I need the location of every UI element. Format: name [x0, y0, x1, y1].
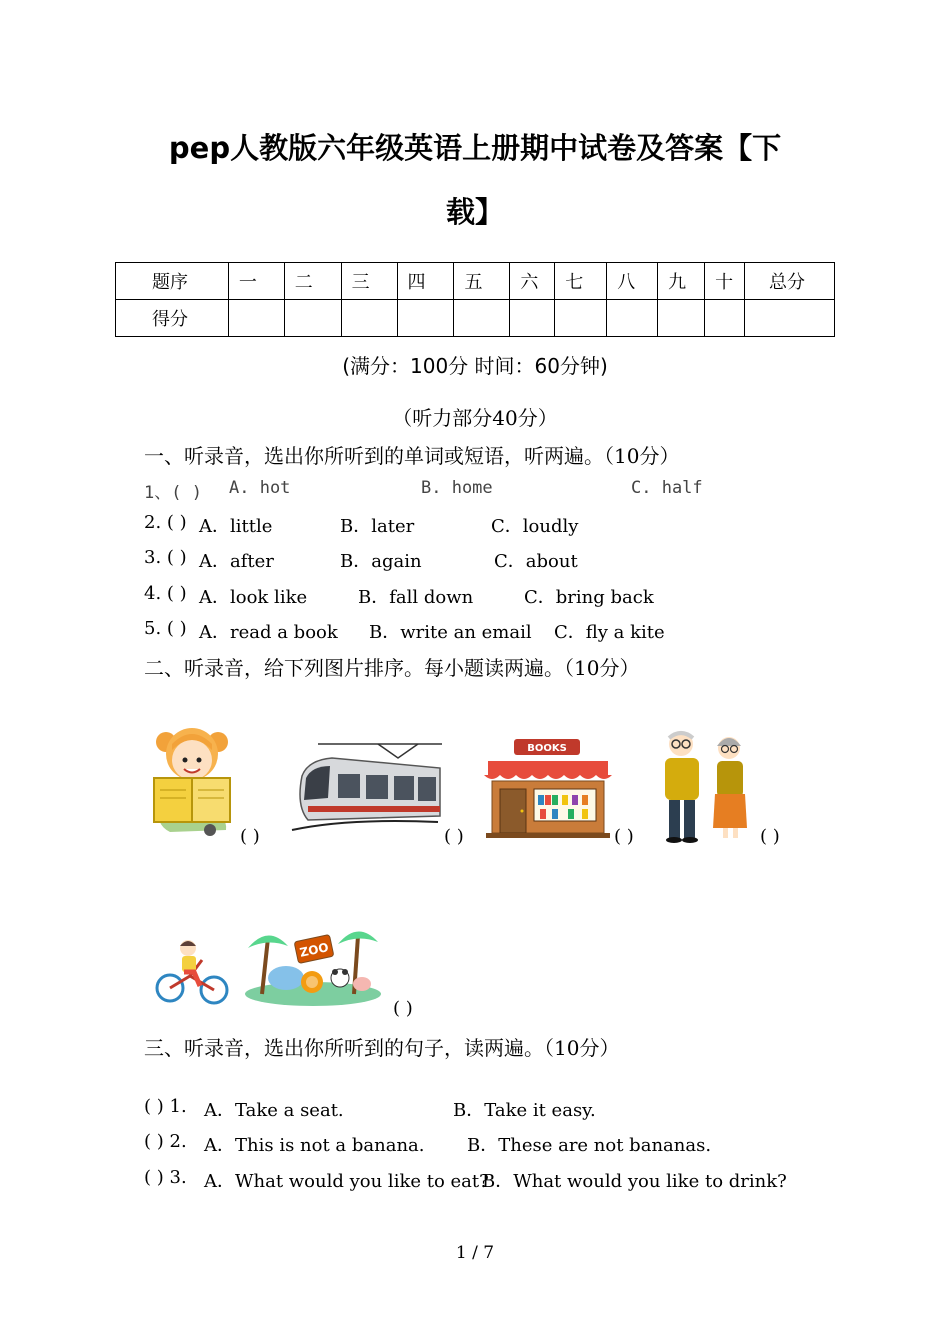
score-cell[interactable]	[454, 300, 510, 337]
zoo-picture	[242, 918, 384, 1008]
option-c[interactable]: C．bring back	[524, 587, 654, 608]
question-number: ( ) 1.	[144, 1096, 187, 1117]
section1-heading: 一、听录音，选出你所听到的单词或短语，听两遍。（10分）	[144, 444, 680, 468]
score-cell[interactable]	[555, 300, 607, 337]
listening-part-label: （听力部分40分）	[392, 406, 558, 430]
option-b[interactable]: B．write an email	[369, 622, 532, 643]
question-number: 2. ( )	[144, 512, 187, 533]
option-a[interactable]: A．What would you like to eat?	[204, 1171, 489, 1192]
option-b[interactable]: B．What would you like to drink?	[482, 1171, 787, 1192]
answer-blank[interactable]: ( )	[393, 998, 413, 1019]
option-c[interactable]: C. half	[631, 478, 703, 498]
score-table	[115, 262, 835, 337]
zoo-sign-text: ZOO	[298, 940, 330, 960]
question-number: 4. ( )	[144, 583, 187, 604]
score-header-cell: 总分	[745, 263, 835, 300]
option-b[interactable]: B．Take it easy.	[453, 1100, 596, 1121]
score-cell[interactable]	[745, 300, 835, 337]
option-b[interactable]: B．again	[340, 551, 422, 572]
answer-blank[interactable]: ( )	[240, 826, 260, 847]
score-cell[interactable]	[397, 300, 454, 337]
score-header-cell: 四	[397, 263, 454, 300]
score-cell[interactable]	[607, 300, 658, 337]
score-header-cell: 八	[607, 263, 658, 300]
score-cell[interactable]	[228, 300, 284, 337]
option-c[interactable]: C．about	[494, 551, 578, 572]
question-number: ( ) 2.	[144, 1131, 187, 1152]
option-a[interactable]: A．look like	[199, 587, 308, 608]
option-c[interactable]: C．fly a kite	[554, 622, 665, 643]
option-b[interactable]: B. home	[421, 478, 493, 498]
score-header-cell: 题序	[116, 263, 229, 300]
option-c[interactable]: C．loudly	[491, 516, 579, 537]
books-sign-text: BOOKS	[527, 743, 567, 754]
score-cell[interactable]	[341, 300, 397, 337]
score-row-label: 得分	[116, 300, 229, 337]
option-b[interactable]: B．fall down	[358, 587, 474, 608]
option-a[interactable]: A．read a book	[199, 622, 338, 643]
score-cell[interactable]	[658, 300, 705, 337]
option-a[interactable]: A．little	[199, 516, 273, 537]
option-b[interactable]: B．These are not bananas.	[467, 1135, 712, 1156]
score-header-cell: 十	[705, 263, 745, 300]
section3-heading: 三、听录音，选出你所听到的句子，读两遍。（10分）	[144, 1036, 620, 1060]
score-table-header-row	[116, 263, 835, 300]
grandparents-picture	[655, 728, 751, 844]
score-header-cell: 九	[658, 263, 705, 300]
option-a[interactable]: A. hot	[229, 478, 291, 498]
option-a[interactable]: A．This is not a banana.	[204, 1135, 425, 1156]
bookstore-picture	[482, 737, 614, 839]
girl-cycling-picture	[154, 936, 232, 1008]
section2-heading: 二、听录音，给下列图片排序。每小题读两遍。（10分）	[144, 656, 640, 680]
question-number: 1、( )	[144, 483, 202, 503]
answer-blank[interactable]: ( )	[760, 826, 780, 847]
question-number: ( ) 3.	[144, 1167, 187, 1188]
score-header-cell: 七	[555, 263, 607, 300]
score-header-cell: 五	[454, 263, 510, 300]
option-a[interactable]: A．Take a seat.	[204, 1100, 344, 1121]
answer-blank[interactable]: ( )	[444, 826, 464, 847]
tram-picture	[288, 742, 444, 834]
score-header-cell: 三	[341, 263, 397, 300]
score-cell[interactable]	[705, 300, 745, 337]
question-number: 5. ( )	[144, 618, 187, 639]
page-title-line2: 载】	[445, 195, 504, 229]
question-number: 3. ( )	[144, 547, 187, 568]
girl-reading-picture	[148, 720, 238, 838]
score-table-score-row	[116, 300, 835, 337]
score-header-cell: 六	[510, 263, 555, 300]
page-title-line1: pep人教版六年级英语上册期中试卷及答案【下	[168, 131, 782, 165]
score-header-cell: 一	[228, 263, 284, 300]
answer-blank[interactable]: ( )	[614, 826, 634, 847]
exam-info: (满分：100分 时间：60分钟)	[342, 354, 608, 378]
score-header-cell: 二	[284, 263, 341, 300]
page-number: 1 / 7	[455, 1243, 495, 1263]
score-cell[interactable]	[510, 300, 555, 337]
option-a[interactable]: A．after	[199, 551, 274, 572]
option-b[interactable]: B．later	[340, 516, 415, 537]
score-cell[interactable]	[284, 300, 341, 337]
